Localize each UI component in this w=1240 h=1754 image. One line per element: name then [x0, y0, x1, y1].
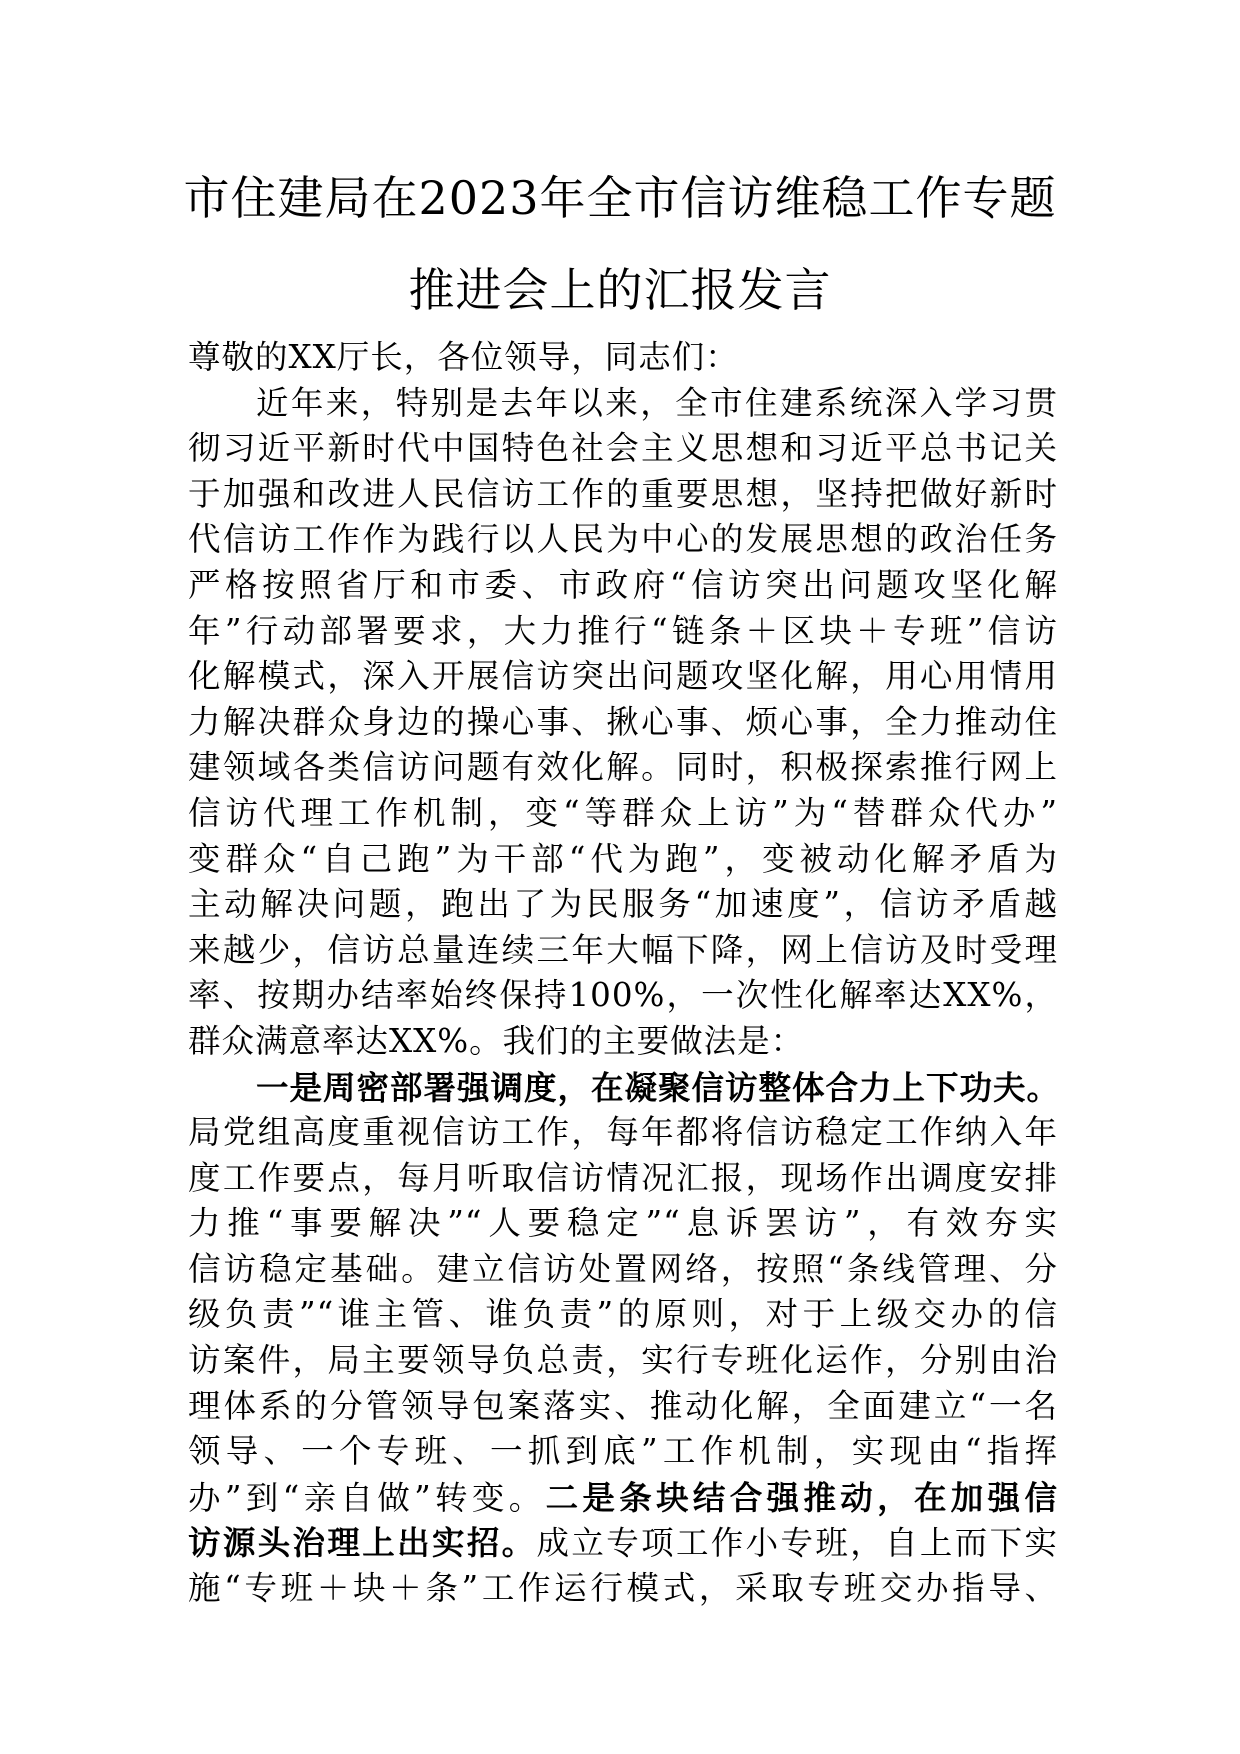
paragraph-line: 变群众“自己跑”为干部“代为跑”，变被动化解矛盾为	[188, 839, 1058, 878]
line-normal-text: 办”到“亲自做”转变。	[188, 1478, 546, 1517]
paragraph-point-one	[188, 1065, 1061, 1612]
paragraph-line: 信访稳定基础。建立信访处置网络，按照“条线管理、分	[188, 1249, 1058, 1288]
point-two-heading-part-2: 访源头治理上出实招。	[188, 1523, 537, 1563]
document-body	[188, 335, 1061, 1612]
paragraph-line: 局党组高度重视信访工作，每年都将信访稳定工作纳入年	[188, 1113, 1058, 1152]
paragraph-line: 主动解决问题，跑出了为民服务“加速度”，信访矛盾越	[188, 885, 1058, 924]
paragraph-line: 于加强和改进人民信访工作的重要思想，坚持把做好新时	[188, 474, 1058, 513]
paragraph-line: 彻习近平新时代中国特色社会主义思想和习近平总书记关	[188, 429, 1058, 468]
point-two-heading-part-1: 二是条块结合强推动，在加强信	[545, 1477, 1058, 1517]
paragraph-line: 访案件，局主要领导负总责，实行专班化运作，分别由治	[188, 1341, 1058, 1380]
paragraph-line: 化解模式，深入开展信访突出问题攻坚化解，用心用情用	[188, 657, 1058, 696]
document-title-line-1: 市住建局在2023年全市信访维稳工作专题	[183, 171, 1057, 225]
paragraph-line: 施“专班＋块＋条”工作运行模式，采取专班交办指导、	[188, 1569, 1058, 1608]
line-normal-text: 成立专项工作小专班，自上而下实	[536, 1524, 1058, 1563]
paragraph-line: 年”行动部署要求，大力推行“链条＋区块＋专班”信访	[188, 611, 1058, 650]
salutation: 尊敬的XX厅长，各位领导，同志们：	[188, 338, 739, 376]
paragraph-line: 来越少，信访总量连续三年大幅下降，网上信访及时受理	[188, 930, 1058, 969]
paragraph-line: 群众满意率达XX%。我们的主要做法是：	[188, 1021, 805, 1060]
paragraph-intro	[188, 381, 1058, 1065]
paragraph-line: 力推“事要解决”“人要稳定”“息诉罢访”，有效夯实	[188, 1204, 1058, 1243]
paragraph-line: 率、按期办结率始终保持100%，一次性化解率达XX%，	[188, 976, 1058, 1015]
paragraph-line: 力解决群众身边的操心事、揪心事、烦心事，全力推动住	[188, 702, 1058, 741]
paragraph-line: 信访代理工作机制，变“等群众上访”为“替群众代办”	[188, 793, 1058, 832]
mixed-line	[188, 1520, 1058, 1566]
mixed-line	[188, 1475, 1058, 1521]
paragraph-line: 严格按照省厅和市委、市政府“信访突出问题攻坚化解	[188, 565, 1058, 604]
paragraph-line: 近年来，特别是去年以来，全市住建系统深入学习贯	[256, 383, 1058, 422]
paragraph-line: 理体系的分管领导包案落实、推动化解，全面建立“一名	[188, 1386, 1058, 1425]
paragraph-line: 领导、一个专班、一抓到底”工作机制，实现由“指挥	[188, 1432, 1058, 1471]
paragraph-line: 级负责”“谁主管、谁负责”的原则，对于上级交办的信	[188, 1295, 1058, 1334]
paragraph-line: 代信访工作作为践行以人民为中心的发展思想的政治任务	[188, 520, 1058, 559]
document-title-line-2: 推进会上的汇报发言	[408, 263, 832, 317]
paragraph-line: 建领域各类信访问题有效化解。同时，积极探索推行网上	[188, 748, 1058, 787]
point-one-heading: 一是周密部署强调度，在凝聚信访整体合力上下功夫。	[256, 1067, 1061, 1107]
paragraph-line: 度工作要点，每月听取信访情况汇报，现场作出调度安排	[188, 1158, 1058, 1197]
